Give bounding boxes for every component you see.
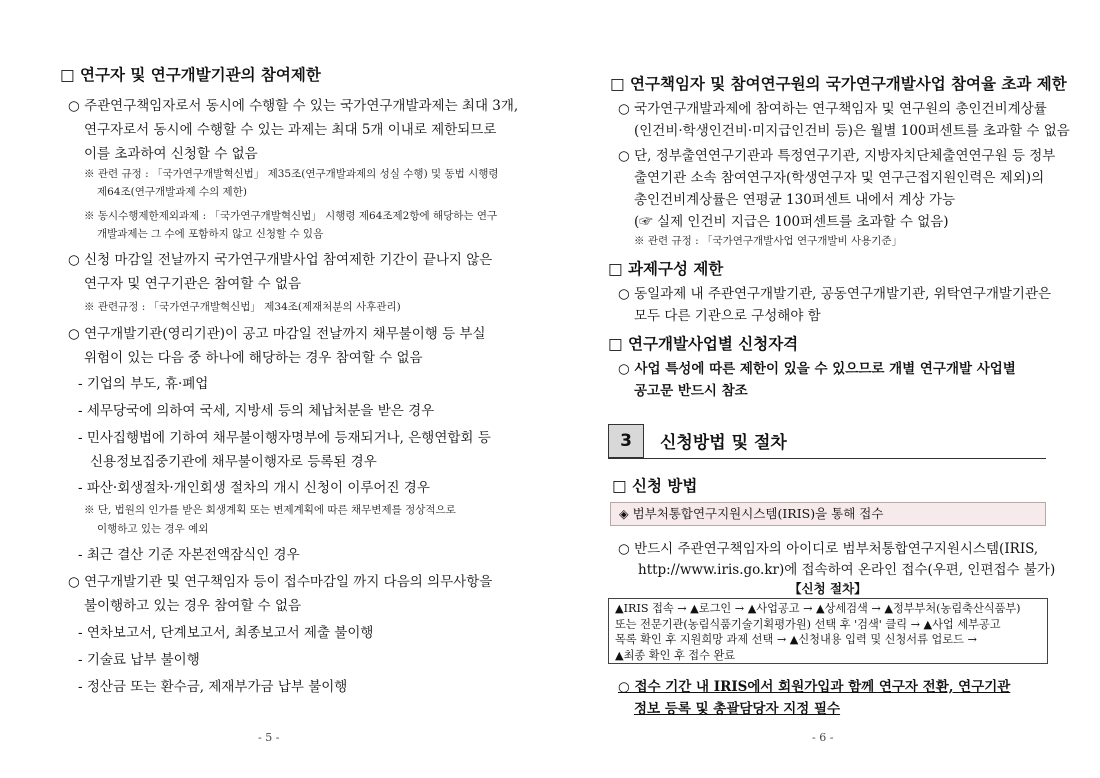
note3: ※ 관련규정 : 「국가연구개발혁신법」 제34조(제재처분의 사후관리): [84, 301, 401, 313]
item2-line1: ○ 신청 마감일 전날까지 국가연구개발사업 참여제한 기간이 끝나지 않은: [68, 252, 493, 268]
r-note1: ※ 관련 규정 : 「국가연구개발사업 연구개발비 사용기준」: [634, 235, 903, 247]
r-item4-line1: ○ 사업 특성에 따른 제한이 있을 수 있으므로 개별 연구개발 사업별: [618, 361, 1016, 377]
item3-line1: ○ 연구개발기관(영리기관)이 공고 마감일 전날까지 채무불이행 등 부실: [68, 326, 486, 342]
note1-line2: 제64조(연구개발과제 수의 제한): [97, 186, 247, 198]
item1-line2: 연구자로서 동시에 수행할 수 있는 과제는 최대 5개 이내로 제한되므로: [84, 122, 497, 138]
r-item4-line2: 공고문 반드시 참조: [634, 383, 748, 399]
r-item2-line1: ○ 단, 정부출연연구기관과 특정연구기관, 지방자치단체출연연구원 등 정부: [618, 148, 1056, 164]
procedure-line-3: 목록 확인 후 지원희망 과제 선택 → ▲신청내용 입력 및 신청서류 업로드 →: [615, 633, 977, 646]
r-item5-line2: http://www.iris.go.kr)에 접속하여 온라인 접수(우편, 인편접수 불가): [638, 562, 1056, 578]
r-item5-line1: ○ 반드시 주관연구책임자의 아이디로 범부처통합연구지원시스템(IRIS,: [618, 541, 1039, 557]
r-item2-line3: 총인건비계상률은 연평균 130퍼센트 내에서 계상 가능: [634, 192, 956, 208]
r-item2-line2: 출연기관 소속 참여연구자(학생연구자 및 연구근접지원인력은 제외)의: [634, 170, 1045, 186]
note2-line1: ※ 동시수행제한제외과제 : 「국가연구개발혁신법」 시행령 제64조제2항에 해당하는 연구: [84, 210, 498, 222]
dash3-line2: 신용정보집중기관에 채무불이행자로 등록된 경우: [90, 454, 377, 470]
item4-line1: ○ 연구개발기관 및 연구책임자 등이 접수마감일 까지 다음의 의무사항을: [68, 574, 493, 590]
procedure-line-1: ▲IRIS 접속 → ▲로그인 → ▲사업공고 → ▲상세검색 → ▲정부부처(농림축산식품부): [615, 602, 1021, 615]
heading-eligibility: □ 연구개발사업별 신청자격: [608, 334, 799, 353]
dash1: - 기업의 부도, 휴·폐업: [78, 376, 209, 392]
r-item3-line2: 모두 다른 기관으로 구성해야 함: [634, 308, 821, 324]
item1-line1: ○ 주관연구책임자로서 동시에 수행할 수 있는 국가연구개발과제는 최대 3개,: [68, 98, 519, 114]
r-item3-line1: ○ 동일과제 내 주관연구개발기관, 공동연구개발기관, 위탁연구개발기관은: [618, 286, 1052, 302]
item3-line2: 위험이 있는 다음 중 하나에 해당하는 경우 참여할 수 없음: [84, 350, 423, 366]
page-number: - 5 -: [258, 731, 280, 744]
iris-highlight-box: ◈ 범부처통합연구지원시스템(IRIS)을 통해 접수: [610, 502, 1046, 526]
dash7: - 기술료 납부 불이행: [78, 652, 200, 668]
r-item1-line1: ○ 국가연구개발과제에 참여하는 연구책임자 및 연구원의 총인건비계상률: [618, 101, 1047, 117]
procedure-title: 【신청 절차】: [789, 581, 867, 596]
page-number: - 6 -: [812, 731, 834, 744]
section-divider: [608, 458, 1046, 459]
right-page: [550, 0, 1100, 778]
note1-line1: ※ 관련 규정 : 「국가연구개발혁신법」 제35조(연구개발과제의 성실 수행) 및 동법 시행령: [84, 168, 499, 180]
note4-line2: 이행하고 있는 경우 예외: [97, 523, 209, 535]
heading-task-composition: □ 과제구성 제한: [608, 259, 724, 278]
heading-participation-limits: □ 연구자 및 연구개발기관의 참여제한: [60, 65, 321, 84]
note4-line1: ※ 단, 법원의 인가를 받은 회생계획 또는 변제계획에 따른 채무변제를 정상적으로: [84, 504, 456, 516]
procedure-line-2: 또는 전문기관(농림식품기술기획평가원) 선택 후 '검색' 클릭 → ▲사업 세부공고: [615, 617, 1001, 631]
dash2: - 세무당국에 의하여 국세, 지방세 등의 체납처분을 받은 경우: [78, 403, 435, 419]
dash6: - 연차보고서, 단계보고서, 최종보고서 제출 불이행: [78, 625, 374, 641]
r-item6-line1: ○ 접수 기간 내 IRIS에서 회원가입과 함께 연구자 전환, 연구기관: [618, 679, 1011, 695]
dash4: - 파산·회생절차·개인회생 절차의 개시 신청이 이루어진 경우: [78, 480, 430, 496]
procedure-box: [608, 598, 1048, 664]
dash5: - 최근 결산 기준 자본전액잠식인 경우: [78, 547, 300, 563]
r-item1-line2: (인건비·학생인건비·미지급인건비 등)은 월별 100퍼센트를 초과할 수 없음: [634, 123, 1070, 139]
dash8: - 정산금 또는 환수금, 제재부가금 납부 불이행: [78, 679, 348, 695]
heading-participation-rate: □ 연구책임자 및 참여연구원의 국가연구개발사업 참여율 초과 제한: [610, 74, 1067, 93]
r-item6-line2: 정보 등록 및 총괄담당자 지정 필수: [634, 701, 841, 717]
heading-application-method: □ 신청 방법: [612, 476, 698, 495]
item2-line2: 연구자 및 연구기관은 참여할 수 없음: [84, 276, 302, 292]
dash3-line1: - 민사집행법에 기하여 채무불이행자명부에 등재되거나, 은행연합회 등: [78, 430, 491, 446]
note2-line2: 개발과제는 그 수에 포함하지 않고 신청할 수 있음: [97, 228, 324, 240]
section-number-box: 3: [608, 424, 644, 458]
item1-line3: 이를 초과하여 신청할 수 없음: [84, 146, 258, 162]
item4-line2: 불이행하고 있는 경우 참여할 수 없음: [84, 598, 302, 614]
section-title: 신청방법 및 절차: [660, 433, 787, 453]
r-item2-line4: (☞ 실제 인건비 지급은 100퍼센트를 초과할 수 없음): [634, 214, 949, 230]
procedure-line-4: ▲최종 확인 후 접수 완료: [615, 648, 736, 662]
